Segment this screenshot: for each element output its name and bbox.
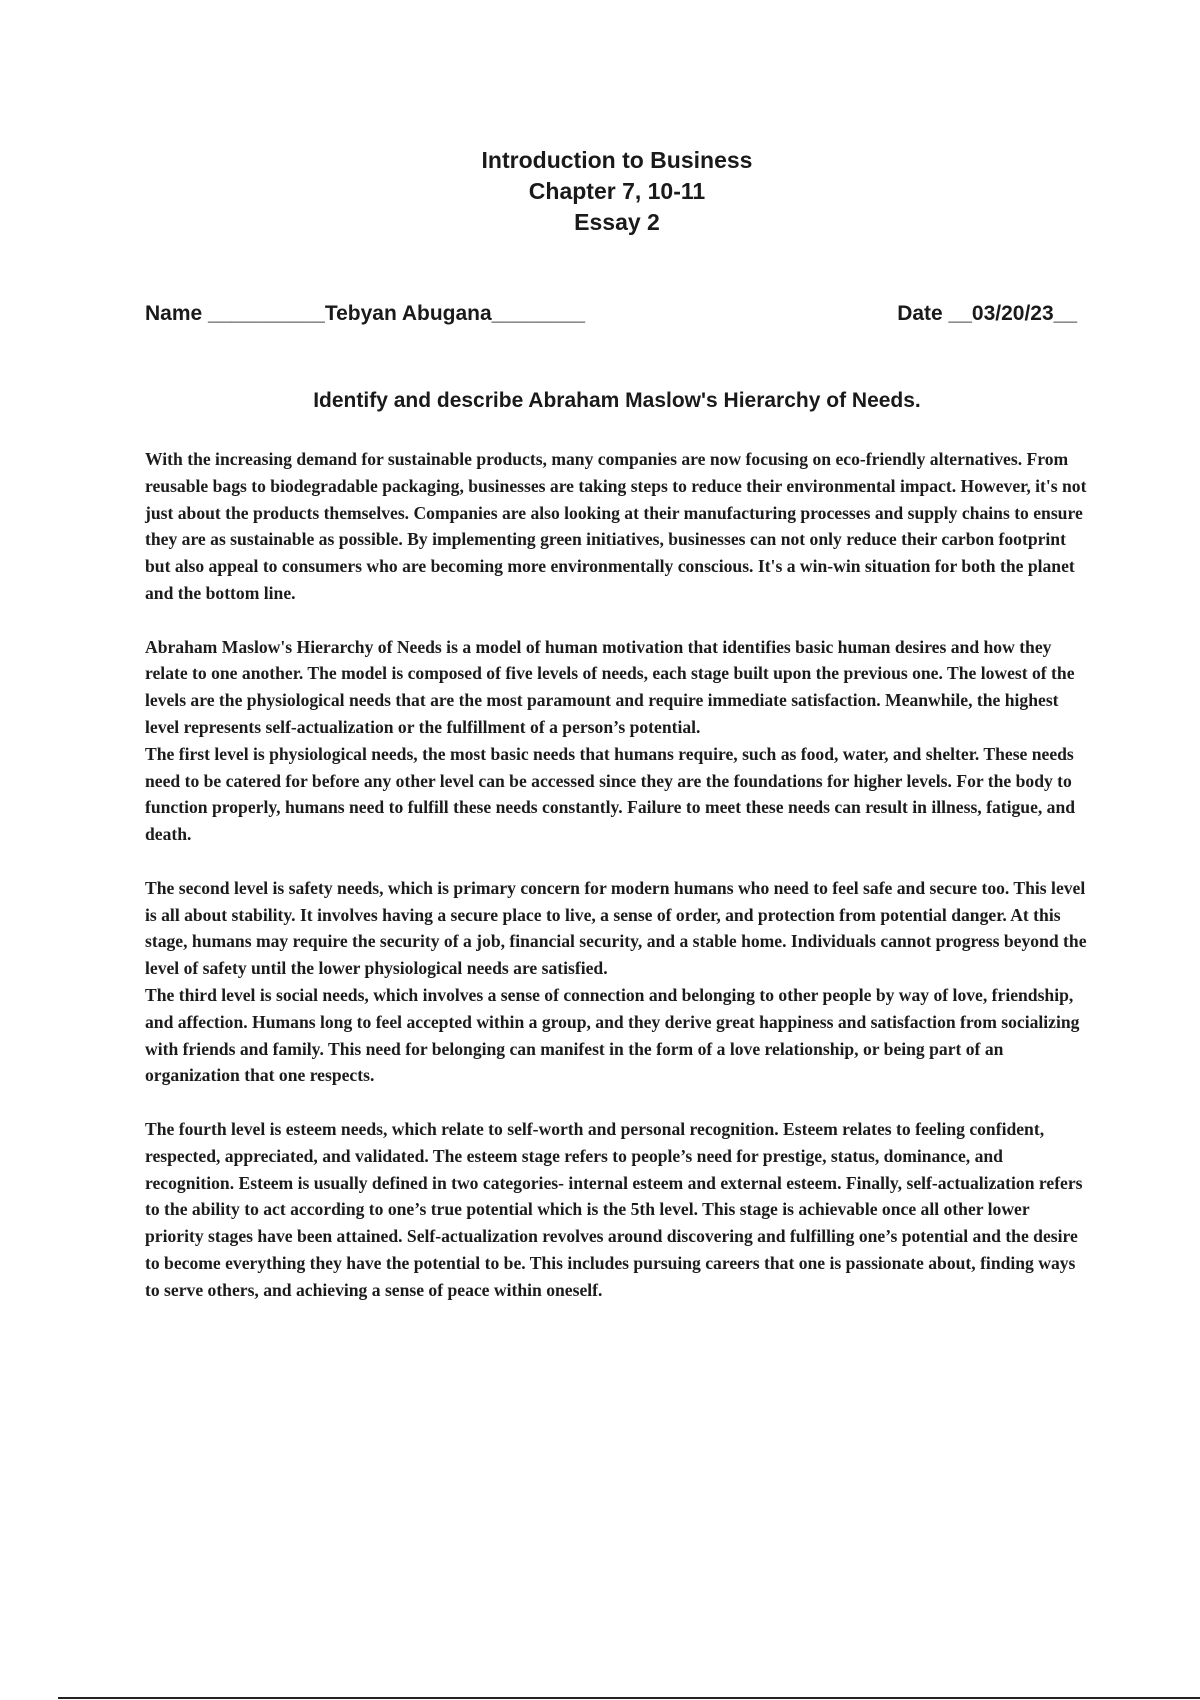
- paragraph-overview: Abraham Maslow's Hierarchy of Needs is a model of human motivation that identifies basic human desires and how they relate to one another. The model is composed of five levels of needs, each stage built upon the previous one. The lowest of the levels are the physiological needs that are the most paramount and require immediate satisfaction. Meanwhile, the highest level represents self-actualization or the fulfillment of a person’s potential.: [145, 636, 1075, 737]
- page-bottom-rule: [58, 1697, 1200, 1699]
- date-field: Date __03/20/23__: [897, 302, 1077, 325]
- paragraph-esteem: The fourth level is esteem needs, which relate to self-worth and personal recognition. Esteem relates to feeling confident, respected, appreciated, and validated. The esteem stage refers to people’s need for prestige, status, dominance, and recognition. Esteem is usually defined in two categories- internal esteem and external esteem. Finally, self-actualization refers to the ability to act according to one’s true potential which is the 5th level. This stage is achievable once all other lower priority stages have been attained. Self-actualization revolves around discovering and fulfilling one’s potential and the desire to become everything they have the potential to be. This includes pursuing careers that one is passionate about, finding ways to serve others, and achieving a sense of peace within oneself.: [145, 1118, 1083, 1300]
- paragraph-physiological: The first level is physiological needs, the most basic needs that humans require, such as food, water, and shelter. These needs need to be catered for before any other level can be accessed since they are the foundations for higher levels. For the body to function properly, humans need to fulfill these needs constantly. Failure to meet these needs can result in illness, fatigue, and death.: [145, 743, 1076, 845]
- student-name-field: Name __________Tebyan Abugana________: [145, 302, 586, 325]
- course-title: Introduction to Business: [481, 147, 753, 173]
- paragraph-social: The third level is social needs, which involves a sense of connection and belonging to other people by way of love, friendship, and affection. Humans long to feel accepted within a group, and they derive great happiness and satisfaction from socializing with friends and family. This need for belonging can manifest in the form of a love relationship, or being part of an organization that one respects.: [145, 984, 1080, 1086]
- document-header: [0, 145, 1200, 238]
- essay-title: Essay 2: [574, 209, 660, 235]
- paragraph-safety: The second level is safety needs, which is primary concern for modern humans who need to feel safe and secure too. This level is all about stability. It involves having a secure place to live, a sense of order, and protection from potential danger. At this stage, humans may require the security of a job, financial security, and a stable home. Individuals cannot progress beyond the level of safety until the lower physiological needs are satisfied.: [145, 877, 1087, 979]
- essay-body: [145, 446, 1090, 1304]
- chapter-title: Chapter 7, 10-11: [528, 178, 706, 204]
- essay-question: Identify and describe Abraham Maslow's Hierarchy of Needs.: [313, 389, 921, 412]
- paragraph-intro: With the increasing demand for sustainable products, many companies are now focusing on eco-friendly alternatives. From reusable bags to biodegradable packaging, businesses are taking steps to reduce their environmental impact. However, it's not just about the products themselves. Companies are also looking at their manufacturing processes and supply chains to ensure they are as sustainable as possible. By implementing green initiatives, businesses can not only reduce their carbon footprint but also appeal to consumers who are becoming more environmentally conscious. It's a win-win situation for both the planet and the bottom line.: [145, 449, 1087, 603]
